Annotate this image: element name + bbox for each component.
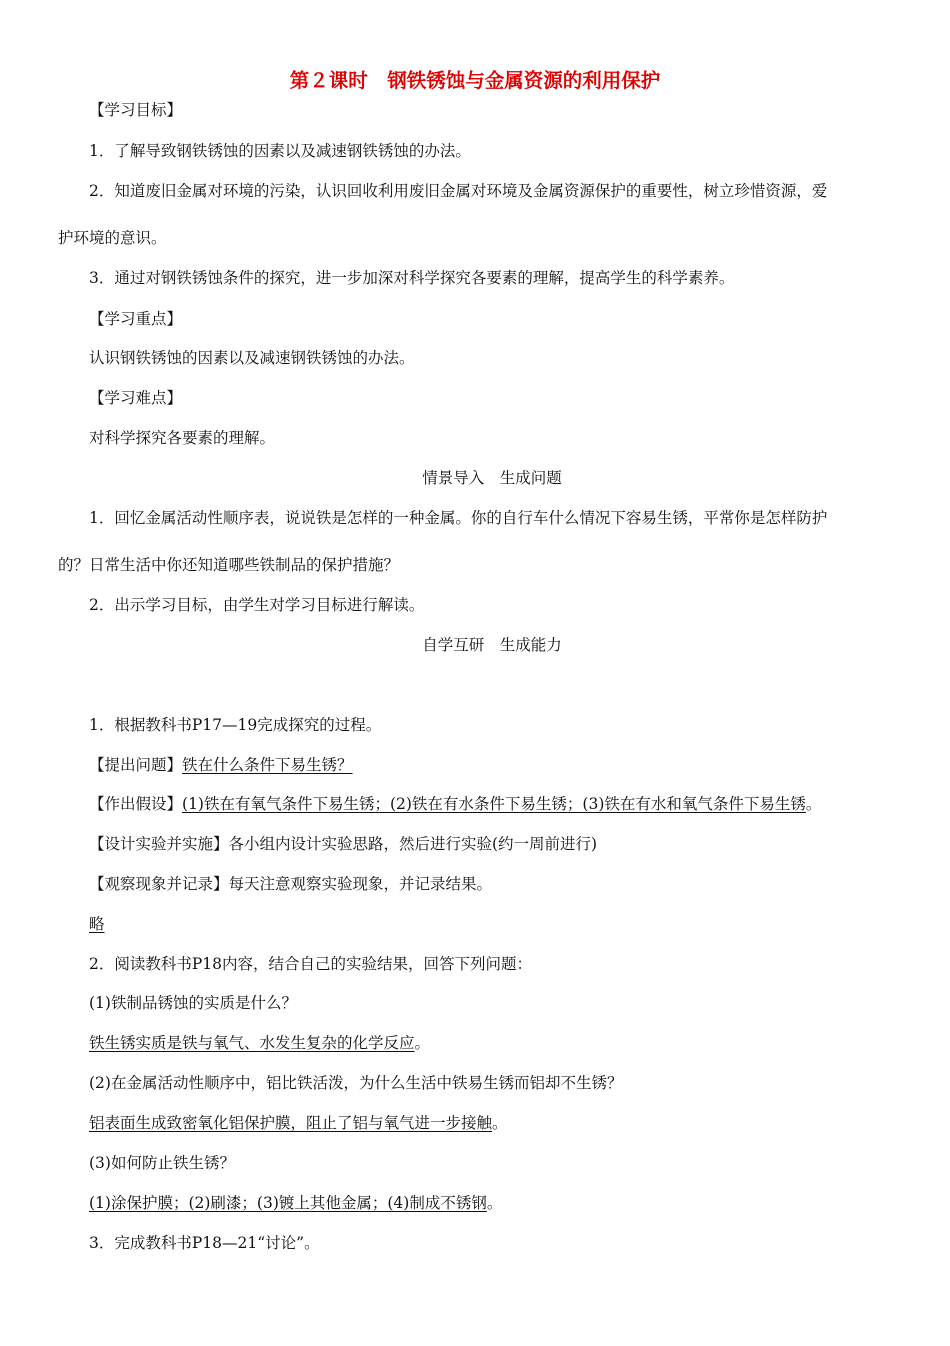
difficulties-text: 对科学探究各要素的理解。: [89, 429, 276, 447]
answer-2-row: [89, 1112, 508, 1134]
objective-item-2-line-2: 护环境的意识。: [58, 229, 167, 247]
page-title: 第２课时 钢铁锈蚀与金属资源的利用保护: [289, 69, 661, 92]
intro-item-2: 2．出示学习目标，由学生对学习目标进行解读。: [89, 596, 425, 614]
answer-2: 铝表面生成致密氧化铝保护膜，阻止了铝与氧气进一步接触: [89, 1114, 493, 1132]
intro-item-1-line-2: 的？日常生活中你还知道哪些铁制品的保护措施？: [58, 556, 400, 574]
answer-1: 铁生锈实质是铁与氧气、水发生复杂的化学反应: [89, 1034, 415, 1052]
hypothesis-answer: (1)铁在有氧气条件下易生锈；(2)铁在有水条件下易生锈；(3)铁在有水和氧气条件下易生锈: [182, 795, 806, 813]
intro-heading: 情景导入 生成问题: [422, 469, 562, 487]
intro-item-1-line-1: 1．回忆金属活动性顺序表，说说铁是怎样的一种金属。你的自行车什么情况下容易生锈，平常你是怎样防护: [89, 509, 828, 527]
design-row: 【设计实验并实施】各小组内设计实验思路，然后进行实验(约一周前进行): [89, 835, 598, 853]
answer-3-end: 。: [486, 1194, 503, 1212]
self-study-item-1: 1．根据教科书P17—19完成探究的过程。: [89, 716, 382, 734]
self-study-item-3: 3．完成教科书P18—21“讨论”。: [89, 1234, 320, 1252]
hypothesis-label: 【作出假设】: [89, 795, 183, 813]
objectives-heading: 【学习目标】: [89, 101, 183, 119]
question-row: [89, 754, 353, 776]
answer-3: (1)涂保护膜；(2)刷漆；(3)镀上其他金属；(4)制成不锈钢: [89, 1194, 487, 1212]
answer-2-end: 。: [492, 1114, 508, 1132]
question-1: (1)铁制品锈蚀的实质是什么？: [89, 994, 297, 1012]
objective-item-2-line-1: 2．知道废旧金属对环境的污染，认识回收利用废旧金属对环境及金属资源保护的重要性，树立珍惜资源，爱: [89, 182, 828, 200]
difficulties-heading: 【学习难点】: [89, 389, 183, 407]
question-2: (2)在金属活动性顺序中，铝比铁活泼，为什么生活中铁易生锈而铝却不生锈？: [89, 1074, 623, 1092]
objective-item-3: 3．通过对钢铁锈蚀条件的探究，进一步加深对科学探究各要素的理解，提高学生的科学素养。: [89, 269, 735, 287]
question-3: (3)如何防止铁生锈？: [89, 1154, 235, 1172]
key-points-heading: 【学习重点】: [89, 310, 183, 328]
question-answer: 铁在什么条件下易生锈？: [182, 756, 353, 774]
omitted-text: 略: [89, 915, 105, 933]
answer-1-row: [89, 1032, 430, 1054]
answer-1-end: 。: [414, 1034, 431, 1052]
key-points-text: 认识钢铁锈蚀的因素以及减速钢铁锈蚀的办法。: [89, 349, 415, 367]
hypothesis-end: 。: [805, 795, 822, 813]
hypothesis-row: [89, 793, 821, 815]
objective-item-1: 1．了解导致钢铁锈蚀的因素以及减速钢铁锈蚀的办法。: [89, 142, 471, 160]
self-study-heading: 自学互研 生成能力: [422, 636, 562, 654]
answer-3-row: [89, 1192, 502, 1214]
observe-row: 【观察现象并记录】每天注意观察实验现象，并记录结果。: [89, 875, 493, 893]
question-label: 【提出问题】: [89, 756, 183, 774]
self-study-item-2: 2．阅读教科书P18内容，结合自己的实验结果，回答下列问题：: [89, 955, 533, 973]
